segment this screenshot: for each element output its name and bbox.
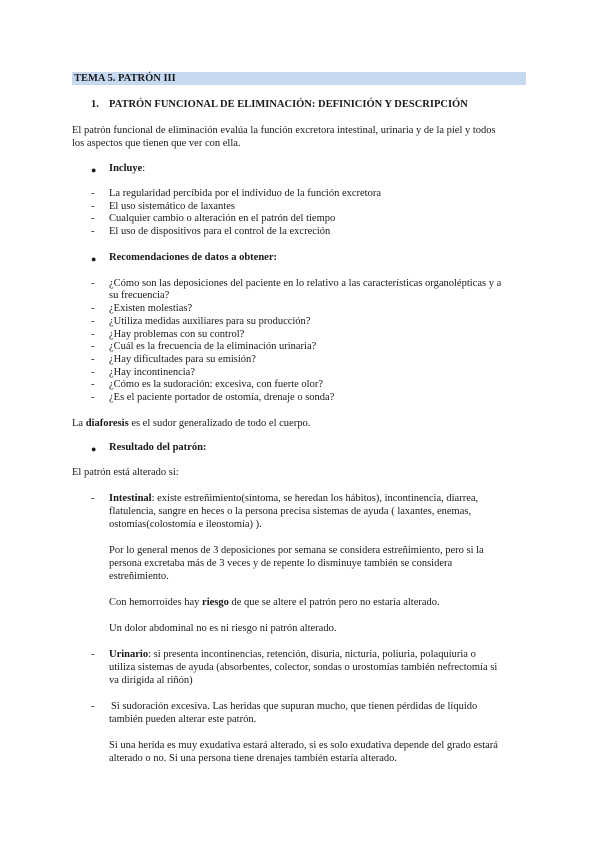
resultado-intro: El patrón está alterado si:: [72, 467, 179, 478]
intestinal-line-3: ostomías(colostomía e ileostomía) ).: [109, 519, 262, 530]
list-item: El uso sistemático de laxantes: [109, 201, 235, 212]
list-item: El uso de dispositivos para el control de la excreción: [109, 226, 331, 237]
estrenimiento-para-line-2: persona excretaba más de 3 veces y de repente lo disminuye también se considera: [109, 558, 453, 569]
intestinal-line-1: Intestinal: existe estreñimiento(síntoma, se heredan los hábitos), incontinencia, diarrea,: [109, 493, 479, 504]
resultado-heading: Resultado del patrón:: [109, 442, 207, 453]
dash-icon: -: [91, 341, 95, 352]
dash-icon: -: [91, 701, 95, 712]
dash-icon: -: [91, 392, 95, 403]
dash-icon: -: [91, 213, 95, 224]
bullet-icon: ●: [91, 444, 97, 454]
dash-icon: -: [91, 379, 95, 390]
urinario-line-2: utiliza sistemas de ayuda (absorbentes, colector, sondas o urostomías también nefrectomía si: [109, 662, 498, 673]
dash-icon: -: [91, 367, 95, 378]
list-item: ¿Cuál es la frecuencia de la eliminación urinaria?: [109, 341, 317, 352]
estrenimiento-para-line-1: Por lo general menos de 3 deposiciones por semana se considera estreñimiento, pero si la: [109, 545, 484, 556]
list-item: ¿Cómo es la sudoración: excesiva, con fuerte olor?: [109, 379, 324, 390]
dash-icon: -: [91, 329, 95, 340]
herida-para-line-1: Si una herida es muy exudativa estará alterado, si es solo exudativa depende del grado estará: [109, 740, 498, 751]
list-item: ¿Hay incontinencia?: [109, 367, 195, 378]
sudoracion-line-1: Si sudoración excesiva. Las heridas que supuran mucho, que tienen pérdidas de líquido: [111, 701, 478, 712]
dash-icon: -: [91, 226, 95, 237]
estrenimiento-para-line-3: estreñimiento.: [109, 571, 169, 582]
dash-icon: -: [91, 188, 95, 199]
dash-icon: -: [91, 493, 95, 504]
recomendaciones-heading: Recomendaciones de datos a obtener:: [109, 252, 277, 263]
urinario-line-1: Urinario: si presenta incontinencias, retención, disuria, nicturia, poliuria, polaquiuria o: [109, 649, 476, 660]
herida-para-line-2: alterado o no. Si una persona tiene drenajes también estaría alterado.: [109, 753, 398, 764]
intestinal-line-2: flatulencia, sangre en heces o la persona precisa sistemas de ayuda ( laxantes, enemas,: [109, 506, 472, 517]
list-item: ¿Es el paciente portador de ostomía, drenaje o sonda?: [109, 392, 335, 403]
page-title: TEMA 5. PATRÓN III: [72, 72, 526, 85]
diaforesis-note: La diaforesis es el sudor generalizado de todo el cuerpo.: [72, 418, 311, 429]
list-item: Cualquier cambio o alteración en el patrón del tiempo: [109, 213, 336, 224]
list-item: ¿Hay dificultades para su emisión?: [109, 354, 256, 365]
dash-icon: -: [91, 354, 95, 365]
dash-icon: -: [91, 316, 95, 327]
bullet-icon: ●: [91, 165, 97, 175]
bullet-icon: ●: [91, 254, 97, 264]
list-item: ¿Existen molestias?: [109, 303, 193, 314]
list-item: ¿Cómo son las deposiciones del paciente en lo relativo a las características organolépticas y a: [109, 278, 502, 289]
list-item: ¿Hay problemas con su control?: [109, 329, 245, 340]
hemorroides-note: Con hemorroides hay riesgo de que se altere el patrón pero no estaría alterado.: [109, 597, 440, 608]
list-item: La regularidad percibida por el individuo de la función excretora: [109, 188, 382, 199]
intro-line-1: El patrón funcional de eliminación evalúa la función excretora intestinal, urinaria y de la piel y todos: [72, 125, 496, 136]
dash-icon: -: [91, 201, 95, 212]
urinario-line-3: va dirigida al riñón): [109, 675, 193, 686]
list-item-continuation: su frecuencia?: [109, 290, 170, 301]
dash-icon: -: [91, 649, 95, 660]
dash-icon: -: [91, 278, 95, 289]
intro-line-2: los aspectos que tienen que ver con ella.: [72, 138, 241, 149]
incluye-heading: Incluye:: [109, 163, 146, 174]
section-title: PATRÓN FUNCIONAL DE ELIMINACIÓN: DEFINICIÓN Y DESCRIPCIÓN: [109, 99, 468, 110]
list-item: ¿Utiliza medidas auxiliares para su producción?: [109, 316, 311, 327]
sudoracion-line-2: también pueden alterar este patrón.: [109, 714, 257, 725]
dolor-abdominal-note: Un dolor abdominal no es ni riesgo ni patrón alterado.: [109, 623, 337, 634]
section-number: 1.: [91, 99, 99, 110]
dash-icon: -: [91, 303, 95, 314]
